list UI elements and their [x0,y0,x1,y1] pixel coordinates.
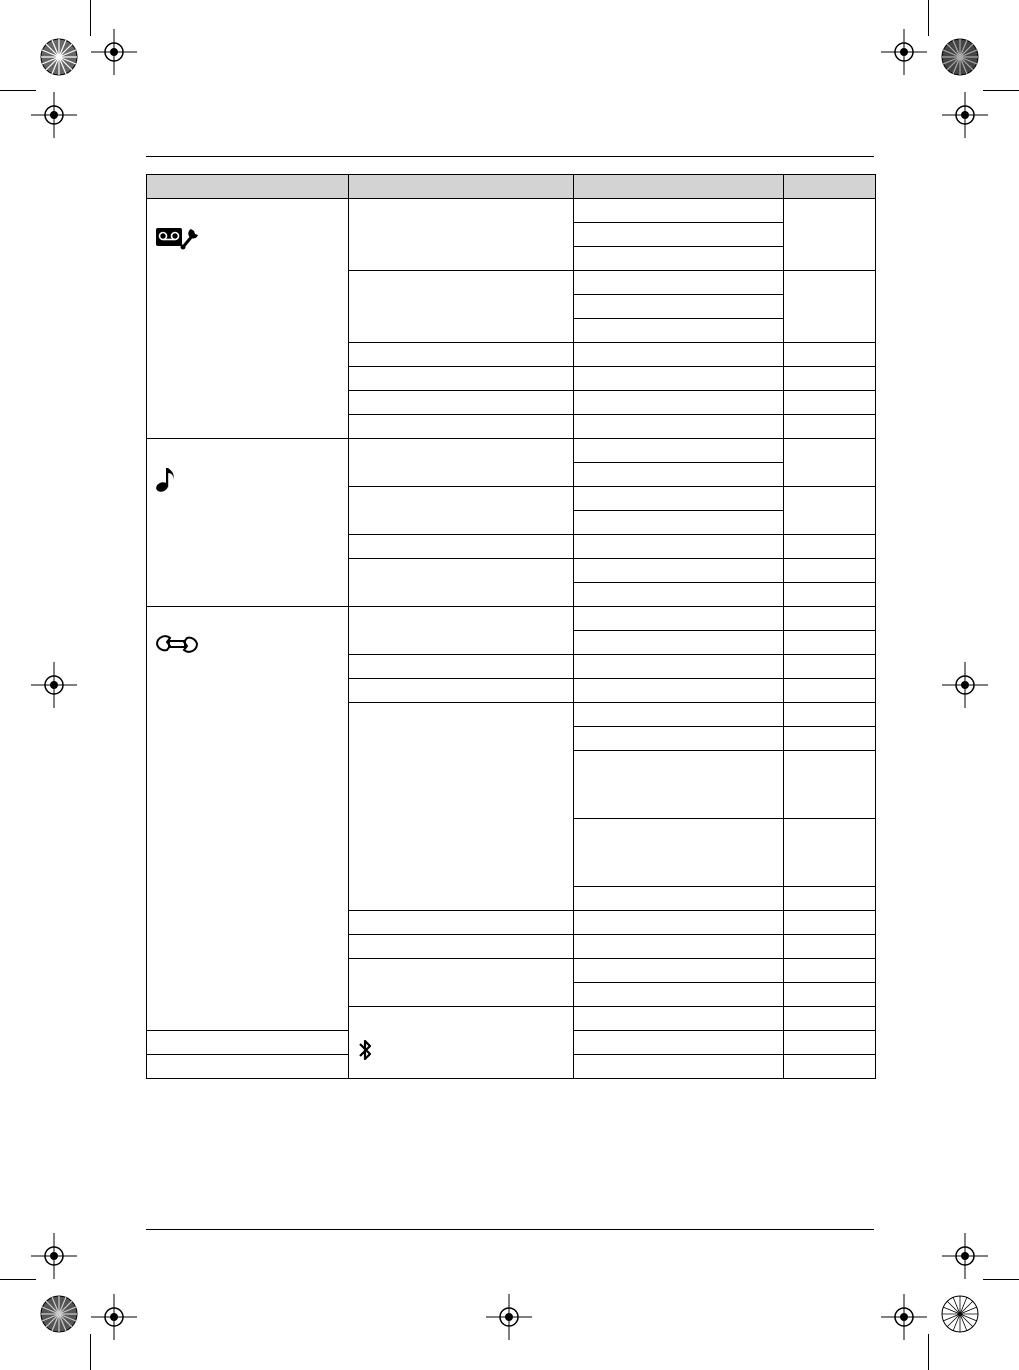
crop-mark [928,1334,929,1370]
header-col-4 [784,175,876,199]
color-bar-disc-tl [40,38,78,76]
registration-target-bm [486,1294,532,1340]
color-bar-disc-tr [941,38,979,76]
registration-target-tl [91,29,137,75]
registration-target-lm [31,662,77,708]
header-col-2 [349,175,574,199]
registration-target-lt [31,92,77,138]
header-col-3 [574,175,784,199]
registration-target-rm [942,662,988,708]
table-row [147,439,876,463]
crop-mark [928,0,929,36]
footer-rule [146,1229,874,1230]
crop-mark [983,90,1019,91]
registration-target-lb [31,1233,77,1279]
wrench-icon [155,633,199,655]
crop-mark [0,90,36,91]
header-rule [146,156,874,157]
group-ringer [147,439,349,607]
crop-mark [90,1334,91,1370]
crop-mark [0,1279,36,1280]
registration-target-tr [881,29,927,75]
table-header-row [147,175,876,199]
registration-target-rt [942,92,988,138]
bluetooth-icon [357,1037,373,1063]
table-row [147,199,876,223]
group-settings [147,607,349,1031]
crop-mark [90,0,91,36]
color-bar-disc-br [941,1295,979,1333]
registration-target-rb [942,1233,988,1279]
crop-mark [983,1279,1019,1280]
settings-table [146,174,876,1079]
registration-target-br [881,1294,927,1340]
header-col-1 [147,175,349,199]
registration-target-bl [91,1294,137,1340]
answering-machine-settings-icon [155,225,201,251]
group-bluetooth [349,1007,574,1079]
music-note-icon [155,465,177,493]
group-answering-machine [147,199,349,439]
color-bar-disc-bl [40,1295,78,1333]
table-row [147,607,876,631]
